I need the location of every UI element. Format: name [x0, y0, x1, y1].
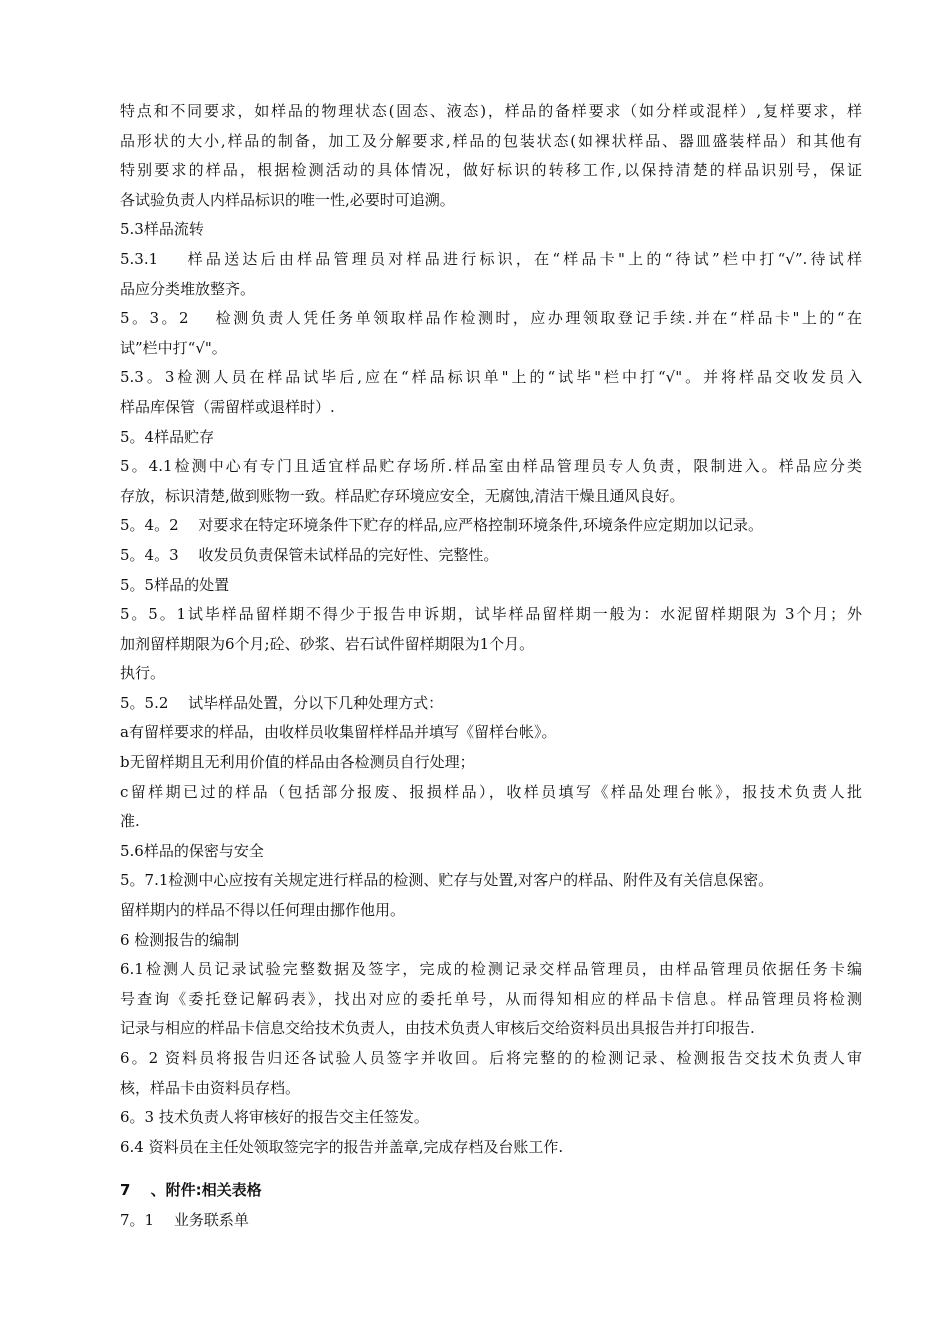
- section-gap: [120, 1162, 862, 1176]
- text-line: 特别要求的样品，根据检测活动的具体情况，做好标识的转移工作,以保持清楚的样品识别号，保证: [120, 161, 862, 180]
- document-page: [120, 97, 862, 1236]
- text-line: 执行。: [120, 664, 166, 683]
- text-line: 5。4。3 收发员负责保管未试样品的完好性、完整性。: [120, 545, 499, 564]
- text-line: 加剂留样期限为6个月;砼、砂浆、岩石试件留样期限为1个月。: [120, 634, 535, 653]
- text-line: 样品库保管（需留样或退样时）.: [120, 397, 335, 416]
- text-line: 6。2 资料员将报告归还各试验人员签字并收回。后将完整的的检测记录、检测报告交技术负责人审: [120, 1049, 862, 1067]
- text-line: 6.1检测人员记录试验完整数据及签字，完成的检测记录交样品管理员，由样品管理员依据任务卡编: [120, 960, 862, 979]
- text-line: 5.3样品流转: [120, 220, 204, 239]
- text-line: 留样期内的样品不得以任何理由挪作他用。: [120, 901, 406, 920]
- text-line: 5。5。1试毕样品留样期不得少于报告申诉期，试毕样品留样期一般为：水泥留样期限为 3个月；外: [120, 605, 862, 624]
- text-line: 核，样品卡由资料员存档。: [120, 1078, 301, 1097]
- text-line: 5。3。2 检测负责人凭任务单领取样品作检测时，应办理领取登记手续.并在“样品卡"上的“在: [120, 309, 862, 328]
- text-line: 各试验负责人内样品标识的唯一性,必要时可追溯。: [120, 190, 455, 209]
- text-line: 号查询《委托登记解码表》，找出对应的委托单号，从而得知相应的样品卡信息。样品管理员将检测: [120, 989, 862, 1008]
- text-line: 5。7.1检测中心应按有关规定进行样品的检测、贮存与处置,对客户的样品、附件及有关信息保密。: [120, 871, 774, 890]
- text-line: c留样期已过的样品（包括部分报废、报损样品），收样员填写《样品处理台帐》，报技术负责人批: [120, 782, 862, 801]
- text-line: 品应分类堆放整齐。: [120, 279, 256, 298]
- text-line: 5.3.1 样品送达后由样品管理员对样品进行标识，在“样品卡"上的“待试”栏中打“√”.待试样: [120, 249, 862, 268]
- text-line: 5。5样品的处置: [120, 575, 230, 594]
- text-line: 5。4样品贮存: [120, 427, 215, 446]
- text-line: 5。4。2 对要求在特定环境条件下贮存的样品,应严格控制环境条件,环境条件应定期加以记录。: [120, 516, 763, 535]
- text-line: 6 检测报告的编制: [120, 930, 240, 949]
- text-line: 记录与相应的样品卡信息交给技术负责人，由技术负责人审核后交给资料员出具报告并打印报告.: [120, 1019, 755, 1038]
- text-line: 准.: [120, 812, 140, 831]
- text-line: 品形状的大小,样品的制备，加工及分解要求,样品的包装状态(如裸状样品、器皿盛装样品）和其他有: [120, 131, 862, 150]
- text-line: 6。3 技术负责人将审核好的报告交主任签发。: [120, 1108, 429, 1127]
- appendix-item: 7。1 业务联系单: [120, 1210, 249, 1229]
- text-line: 5。5.2 试毕样品处置，分以下几种处理方式：: [120, 693, 444, 712]
- text-line: 试”栏中打“√"。: [120, 338, 227, 357]
- text-line: 5.6样品的保密与安全: [120, 841, 264, 860]
- appendix-heading: 7 、附件:相关表格: [120, 1181, 262, 1200]
- text-line: 存放，标识清楚,做到账物一致。样品贮存环境应安全，无腐蚀,清洁干燥且通风良好。: [120, 486, 685, 505]
- text-line: a有留样要求的样品，由收样员收集留样样品并填写《留样台帐》。: [120, 723, 557, 742]
- text-line: b无留样期且无利用价值的样品由各检测员自行处理；: [120, 753, 475, 772]
- text-line: 6.4 资料员在主任处领取签完字的报告并盖章,完成存档及台账工作.: [120, 1137, 564, 1156]
- text-line: 5.3。3检测人员在样品试毕后,应在“样品标识单"上的“试毕"栏中打“√"。并将样品交收发员入: [120, 368, 862, 387]
- text-line: 5。4.1检测中心有专门且适宜样品贮存场所.样品室由样品管理员专人负责，限制进入。样品应分类: [120, 457, 862, 476]
- document-body: [120, 97, 862, 1162]
- text-line: 特点和不同要求，如样品的物理状态(固态、液态)，样品的备样要求（如分样或混样）,复样要求，样: [120, 102, 862, 120]
